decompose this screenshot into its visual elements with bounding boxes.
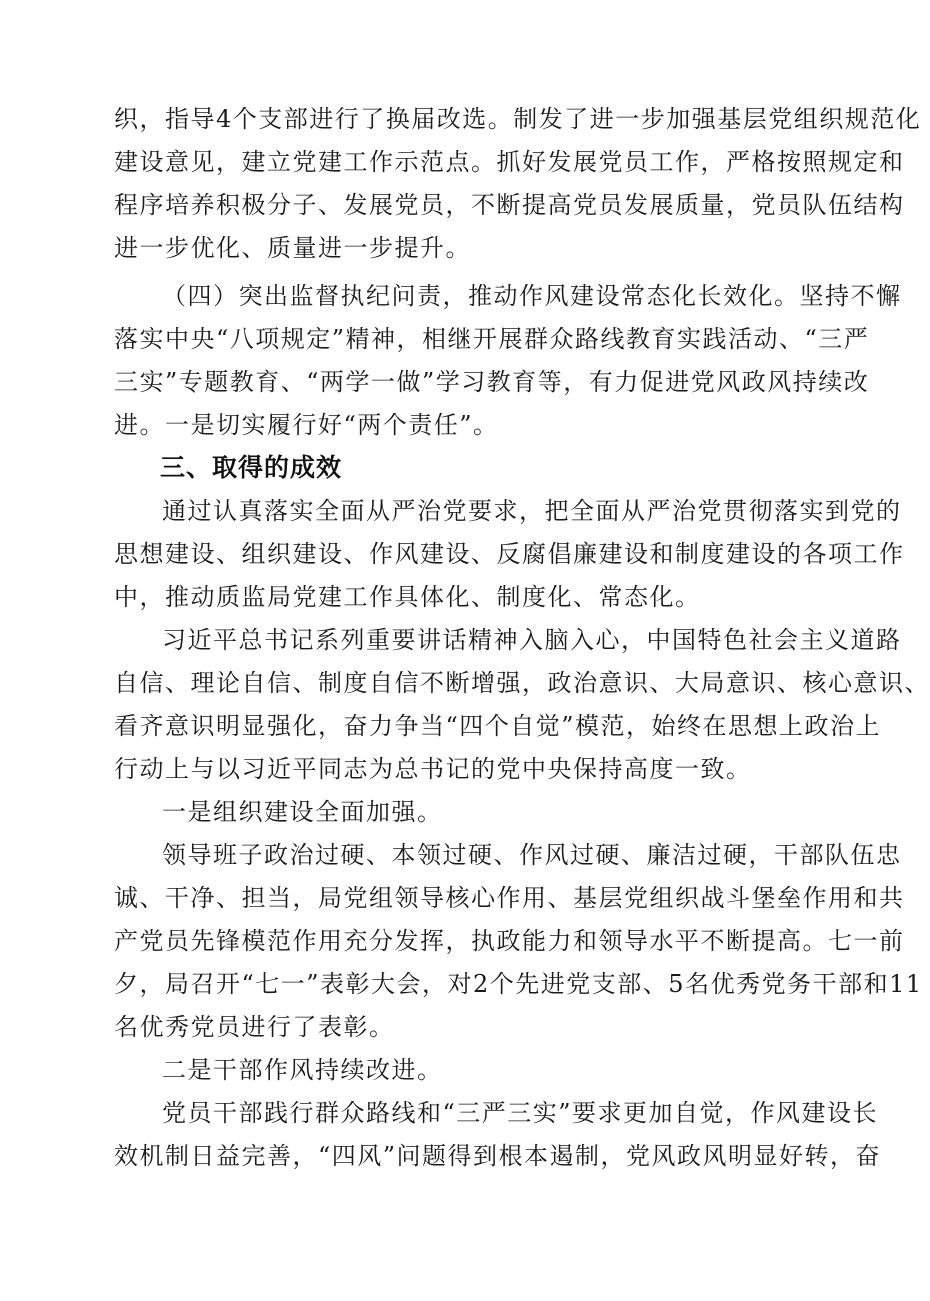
body-line: 进一步优化、质量进一步提升。 — [114, 234, 471, 262]
body-line: 程序培养积极分子、发展党员，不断提高党员发展质量，党员队伍结构 — [114, 191, 905, 219]
body-line: 思想建设、组织建设、作风建设、反腐倡廉建设和制度建设的各项工作 — [114, 540, 905, 568]
body-line: 中，推动质监局党建工作具体化、制度化、常态化。 — [114, 583, 701, 611]
body-line: 通过认真落实全面从严治党要求，把全面从严治党贯彻落实到党的 — [162, 497, 902, 525]
body-line: 夕，局召开“七一”表彰大会，对2个先进党支部、5名优秀党务干部和11 — [114, 970, 923, 998]
body-line: 领导班子政治过硬、本领过硬、作风过硬、廉洁过硬，干部队伍忠 — [162, 841, 902, 869]
section-heading: 三、取得的成效 — [160, 453, 343, 482]
body-line: 看齐意识明显强化，奋力争当“四个自觉”模范，始终在思想上政治上 — [114, 712, 882, 740]
section-four-line: （四）突出监督执纪问责，推动作风建设常态化长效化。坚持不懈 — [162, 282, 902, 310]
body-line: 落实中央“八项规定”精神，相继开展群众路线教育实践活动、“三严 — [114, 325, 870, 353]
body-line: 建设意见，建立党建工作示范点。抓好发展党员工作，严格按照规定和 — [114, 148, 905, 176]
body-line: 习近平总书记系列重要讲话精神入脑入心，中国特色社会主义道路 — [162, 626, 902, 654]
body-line: 党员干部践行群众路线和“三严三实”要求更加自觉，作风建设长 — [162, 1099, 879, 1127]
subheading-line: 一是组织建设全面加强。 — [162, 798, 443, 826]
body-line: 名优秀党员进行了表彰。 — [114, 1013, 395, 1041]
body-line: 诚、干净、担当，局党组领导核心作用、基层党组织战斗堡垒作用和共 — [114, 884, 905, 912]
body-line: 行动上与以习近平同志为总书记的党中央保持高度一致。 — [114, 755, 752, 783]
body-line: 进。一是切实履行好“两个责任”。 — [114, 411, 499, 439]
subheading-line: 二是干部作风持续改进。 — [162, 1056, 443, 1084]
body-line: 自信、理论自信、制度自信不断增强，政治意识、大局意识、核心意识、 — [114, 669, 930, 697]
body-line: 效机制日益完善，“四风”问题得到根本遏制，党风政风明显好转，奋 — [114, 1142, 882, 1170]
body-line: 产党员先锋模范作用充分发挥，执政能力和领导水平不断提高。七一前 — [114, 927, 905, 955]
body-line: 三实”专题教育、“两学一做”学习教育等，有力促进党风政风持续改 — [114, 368, 870, 396]
body-line: 织，指导4个支部进行了换届改选。制发了进一步加强基层党组织规范化 — [114, 105, 922, 133]
